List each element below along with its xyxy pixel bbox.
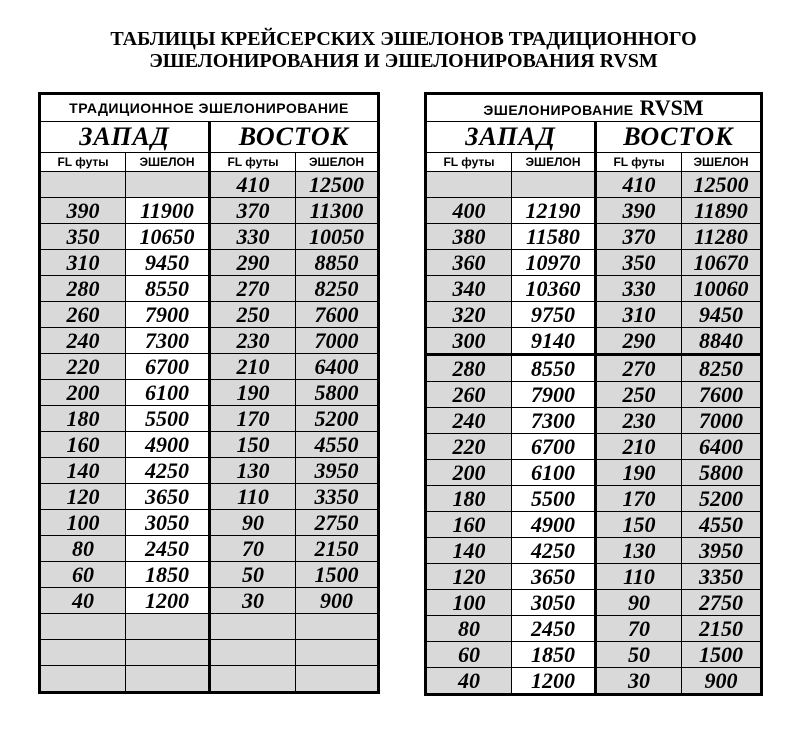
west-fl-cell: 240 xyxy=(426,408,512,434)
east-echelon-cell: 12500 xyxy=(296,172,379,198)
west-echelon-cell xyxy=(126,614,210,640)
table-row xyxy=(426,434,762,460)
east-echelon-cell xyxy=(296,614,379,640)
east-fl-cell: 230 xyxy=(210,328,296,354)
west-echelon-cell: 2450 xyxy=(512,616,596,642)
west-echelon-cell: 6700 xyxy=(126,354,210,380)
west-echelon-cell: 9450 xyxy=(126,250,210,276)
east-fl-cell: 30 xyxy=(210,588,296,614)
table-row xyxy=(40,380,379,406)
table-row xyxy=(426,382,762,408)
east-echelon-cell: 5800 xyxy=(296,380,379,406)
east-echelon-cell: 11890 xyxy=(682,198,762,224)
east-echelon-cell: 4550 xyxy=(296,432,379,458)
east-header: ВОСТОК xyxy=(210,122,379,153)
east-echelon-cell: 5200 xyxy=(296,406,379,432)
east-echelon-cell: 900 xyxy=(296,588,379,614)
west-fl-cell: 160 xyxy=(426,512,512,538)
east-echelon-cell: 2150 xyxy=(682,616,762,642)
table-row xyxy=(40,510,379,536)
west-echelon-cell: 10650 xyxy=(126,224,210,250)
west-fl-cell: 300 xyxy=(426,328,512,355)
col-fl-header: FL футы xyxy=(426,153,512,172)
west-fl-cell: 390 xyxy=(40,198,126,224)
east-fl-cell: 90 xyxy=(596,590,682,616)
east-fl-cell: 290 xyxy=(210,250,296,276)
table-row xyxy=(40,198,379,224)
table-row xyxy=(40,354,379,380)
west-echelon-cell xyxy=(126,172,210,198)
east-echelon-cell: 7000 xyxy=(296,328,379,354)
west-echelon-cell: 3650 xyxy=(512,564,596,590)
east-fl-cell: 170 xyxy=(596,486,682,512)
table-header-row xyxy=(40,94,379,122)
column-header-row xyxy=(426,153,762,172)
west-fl-cell: 400 xyxy=(426,198,512,224)
west-fl-cell xyxy=(40,666,126,693)
table-row xyxy=(40,562,379,588)
west-fl-cell: 260 xyxy=(40,302,126,328)
east-echelon-cell: 10670 xyxy=(682,250,762,276)
west-echelon-cell: 2450 xyxy=(126,536,210,562)
west-fl-cell: 40 xyxy=(40,588,126,614)
east-fl-cell: 330 xyxy=(596,276,682,302)
east-fl-cell: 250 xyxy=(596,382,682,408)
east-echelon-cell: 7000 xyxy=(682,408,762,434)
east-fl-cell: 70 xyxy=(210,536,296,562)
west-fl-cell: 140 xyxy=(426,538,512,564)
west-echelon-cell: 9750 xyxy=(512,302,596,328)
table-row xyxy=(426,328,762,355)
west-echelon-cell: 8550 xyxy=(126,276,210,302)
west-fl-cell xyxy=(40,614,126,640)
east-fl-cell: 170 xyxy=(210,406,296,432)
east-echelon-cell: 2750 xyxy=(296,510,379,536)
west-fl-cell: 160 xyxy=(40,432,126,458)
table-row xyxy=(40,406,379,432)
west-echelon-cell: 1850 xyxy=(126,562,210,588)
east-header: ВОСТОК xyxy=(596,122,762,153)
west-echelon-cell: 11580 xyxy=(512,224,596,250)
west-echelon-cell: 9140 xyxy=(512,328,596,355)
east-fl-cell: 150 xyxy=(596,512,682,538)
west-echelon-cell xyxy=(126,666,210,693)
west-fl-cell: 380 xyxy=(426,224,512,250)
table-row xyxy=(426,198,762,224)
west-fl-cell: 180 xyxy=(40,406,126,432)
west-echelon-cell: 6100 xyxy=(126,380,210,406)
west-fl-cell: 140 xyxy=(40,458,126,484)
west-fl-cell: 120 xyxy=(40,484,126,510)
table-body xyxy=(426,172,762,695)
west-fl-cell xyxy=(426,172,512,198)
west-fl-cell: 120 xyxy=(426,564,512,590)
east-fl-cell xyxy=(210,614,296,640)
west-echelon-cell: 6100 xyxy=(512,460,596,486)
east-echelon-cell: 1500 xyxy=(682,642,762,668)
table-row xyxy=(40,172,379,198)
east-echelon-cell: 6400 xyxy=(682,434,762,460)
west-fl-cell: 100 xyxy=(426,590,512,616)
east-fl-cell: 290 xyxy=(596,328,682,355)
west-echelon-cell: 1200 xyxy=(126,588,210,614)
east-fl-cell: 270 xyxy=(596,355,682,382)
east-fl-cell xyxy=(210,666,296,693)
table-row xyxy=(40,276,379,302)
page-title-line-2: ЭШЕЛОНИРОВАНИЯ И ЭШЕЛОНИРОВАНИЯ RVSM xyxy=(149,50,658,72)
table-row xyxy=(426,512,762,538)
east-echelon-cell: 8250 xyxy=(682,355,762,382)
east-echelon-cell: 5800 xyxy=(682,460,762,486)
west-fl-cell xyxy=(40,640,126,666)
west-echelon-cell: 4250 xyxy=(512,538,596,564)
west-fl-cell: 80 xyxy=(40,536,126,562)
east-echelon-cell: 3350 xyxy=(682,564,762,590)
west-echelon-cell: 12190 xyxy=(512,198,596,224)
east-fl-cell: 110 xyxy=(596,564,682,590)
table-row xyxy=(426,564,762,590)
east-echelon-cell: 2750 xyxy=(682,590,762,616)
east-echelon-cell: 8250 xyxy=(296,276,379,302)
east-fl-cell: 30 xyxy=(596,668,682,695)
east-echelon-cell: 900 xyxy=(682,668,762,695)
table-row xyxy=(40,666,379,693)
table-header: ТРАДИЦИОННОЕ ЭШЕЛОНИРОВАНИЕ xyxy=(40,94,379,122)
east-echelon-cell: 10060 xyxy=(682,276,762,302)
table-header-text: ЭШЕЛОНИРОВАНИЕ xyxy=(483,102,634,118)
east-echelon-cell: 9450 xyxy=(682,302,762,328)
east-echelon-cell: 3950 xyxy=(296,458,379,484)
table-row xyxy=(426,668,762,695)
west-echelon-cell: 10970 xyxy=(512,250,596,276)
west-fl-cell: 40 xyxy=(426,668,512,695)
west-echelon-cell: 5500 xyxy=(126,406,210,432)
east-fl-cell: 150 xyxy=(210,432,296,458)
col-fl-header: FL футы xyxy=(40,153,126,172)
east-fl-cell: 190 xyxy=(596,460,682,486)
column-header-row xyxy=(40,153,379,172)
table-row xyxy=(426,172,762,198)
west-echelon-cell: 3050 xyxy=(126,510,210,536)
table-row xyxy=(426,250,762,276)
west-fl-cell: 260 xyxy=(426,382,512,408)
table-row xyxy=(426,408,762,434)
west-fl-cell: 280 xyxy=(426,355,512,382)
table-row xyxy=(40,224,379,250)
table-row xyxy=(426,460,762,486)
col-echelon-header: ЭШЕЛОН xyxy=(512,153,596,172)
west-fl-cell: 200 xyxy=(40,380,126,406)
east-fl-cell: 90 xyxy=(210,510,296,536)
west-echelon-cell: 4250 xyxy=(126,458,210,484)
east-echelon-cell: 4550 xyxy=(682,512,762,538)
west-echelon-cell: 8550 xyxy=(512,355,596,382)
west-fl-cell: 320 xyxy=(426,302,512,328)
table-row xyxy=(426,302,762,328)
east-fl-cell: 270 xyxy=(210,276,296,302)
west-fl-cell: 280 xyxy=(40,276,126,302)
east-fl-cell: 370 xyxy=(210,198,296,224)
east-fl-cell: 50 xyxy=(596,642,682,668)
table-row xyxy=(40,484,379,510)
table-row xyxy=(426,590,762,616)
east-fl-cell: 70 xyxy=(596,616,682,642)
direction-row xyxy=(426,122,762,153)
east-echelon-cell: 1500 xyxy=(296,562,379,588)
table-header-row xyxy=(426,94,762,122)
west-header: ЗАПАД xyxy=(426,122,596,153)
west-echelon-cell xyxy=(512,172,596,198)
west-echelon-cell: 1850 xyxy=(512,642,596,668)
west-echelon-cell: 7900 xyxy=(512,382,596,408)
west-fl-cell: 360 xyxy=(426,250,512,276)
east-echelon-cell: 7600 xyxy=(296,302,379,328)
east-echelon-cell: 2150 xyxy=(296,536,379,562)
table-row xyxy=(40,588,379,614)
east-echelon-cell: 6400 xyxy=(296,354,379,380)
west-echelon-cell: 4900 xyxy=(512,512,596,538)
east-echelon-cell xyxy=(296,640,379,666)
table-header-rvsm: RVSM xyxy=(639,95,704,120)
west-echelon-cell: 11900 xyxy=(126,198,210,224)
east-echelon-cell: 5200 xyxy=(682,486,762,512)
west-fl-cell: 240 xyxy=(40,328,126,354)
east-fl-cell: 350 xyxy=(596,250,682,276)
east-fl-cell: 310 xyxy=(596,302,682,328)
east-fl-cell: 210 xyxy=(596,434,682,460)
col-fl-header: FL футы xyxy=(596,153,682,172)
east-echelon-cell: 12500 xyxy=(682,172,762,198)
west-fl-cell: 60 xyxy=(426,642,512,668)
east-echelon-cell: 8840 xyxy=(682,328,762,355)
east-fl-cell: 190 xyxy=(210,380,296,406)
west-echelon-cell: 3650 xyxy=(126,484,210,510)
east-echelon-cell: 11300 xyxy=(296,198,379,224)
west-fl-cell: 220 xyxy=(40,354,126,380)
direction-row xyxy=(40,122,379,153)
west-fl-cell: 340 xyxy=(426,276,512,302)
east-fl-cell: 250 xyxy=(210,302,296,328)
east-fl-cell: 130 xyxy=(210,458,296,484)
west-fl-cell: 220 xyxy=(426,434,512,460)
west-fl-cell: 100 xyxy=(40,510,126,536)
page-title-line-1: ТАБЛИЦЫ КРЕЙСЕРСКИХ ЭШЕЛОНОВ ТРАДИЦИОННОГО xyxy=(110,28,697,50)
east-echelon-cell: 10050 xyxy=(296,224,379,250)
table-row xyxy=(426,616,762,642)
west-echelon-cell: 3050 xyxy=(512,590,596,616)
table-row xyxy=(40,432,379,458)
table-row xyxy=(40,302,379,328)
west-fl-cell: 350 xyxy=(40,224,126,250)
west-fl-cell: 310 xyxy=(40,250,126,276)
west-echelon-cell: 7300 xyxy=(512,408,596,434)
table-body xyxy=(40,172,379,693)
east-fl-cell xyxy=(210,640,296,666)
west-header: ЗАПАД xyxy=(40,122,210,153)
west-fl-cell xyxy=(40,172,126,198)
west-echelon-cell xyxy=(126,640,210,666)
table-row xyxy=(40,614,379,640)
west-echelon-cell: 5500 xyxy=(512,486,596,512)
table-row xyxy=(40,536,379,562)
traditional-levels-table xyxy=(38,92,380,694)
rvsm-levels-table xyxy=(424,92,763,696)
east-echelon-cell: 8850 xyxy=(296,250,379,276)
table-row xyxy=(40,640,379,666)
east-fl-cell: 110 xyxy=(210,484,296,510)
east-fl-cell: 210 xyxy=(210,354,296,380)
west-echelon-cell: 7300 xyxy=(126,328,210,354)
west-echelon-cell: 1200 xyxy=(512,668,596,695)
east-echelon-cell: 7600 xyxy=(682,382,762,408)
table-row xyxy=(426,224,762,250)
table-row xyxy=(426,538,762,564)
east-fl-cell: 330 xyxy=(210,224,296,250)
east-fl-cell: 370 xyxy=(596,224,682,250)
east-echelon-cell xyxy=(296,666,379,693)
east-fl-cell: 230 xyxy=(596,408,682,434)
table-row xyxy=(40,250,379,276)
col-echelon-header: ЭШЕЛОН xyxy=(682,153,762,172)
west-fl-cell: 200 xyxy=(426,460,512,486)
east-fl-cell: 410 xyxy=(596,172,682,198)
col-echelon-header: ЭШЕЛОН xyxy=(296,153,379,172)
west-fl-cell: 60 xyxy=(40,562,126,588)
west-echelon-cell: 7900 xyxy=(126,302,210,328)
col-fl-header: FL футы xyxy=(210,153,296,172)
east-fl-cell: 130 xyxy=(596,538,682,564)
west-echelon-cell: 4900 xyxy=(126,432,210,458)
east-echelon-cell: 3950 xyxy=(682,538,762,564)
table-row xyxy=(426,276,762,302)
table-row xyxy=(426,355,762,382)
table-row xyxy=(40,458,379,484)
east-echelon-cell: 3350 xyxy=(296,484,379,510)
table-row xyxy=(426,642,762,668)
west-echelon-cell: 10360 xyxy=(512,276,596,302)
table-row xyxy=(426,486,762,512)
table-header xyxy=(426,94,762,122)
west-fl-cell: 180 xyxy=(426,486,512,512)
east-fl-cell: 390 xyxy=(596,198,682,224)
east-fl-cell: 50 xyxy=(210,562,296,588)
west-echelon-cell: 6700 xyxy=(512,434,596,460)
west-fl-cell: 80 xyxy=(426,616,512,642)
east-echelon-cell: 11280 xyxy=(682,224,762,250)
table-row xyxy=(40,328,379,354)
col-echelon-header: ЭШЕЛОН xyxy=(126,153,210,172)
east-fl-cell: 410 xyxy=(210,172,296,198)
